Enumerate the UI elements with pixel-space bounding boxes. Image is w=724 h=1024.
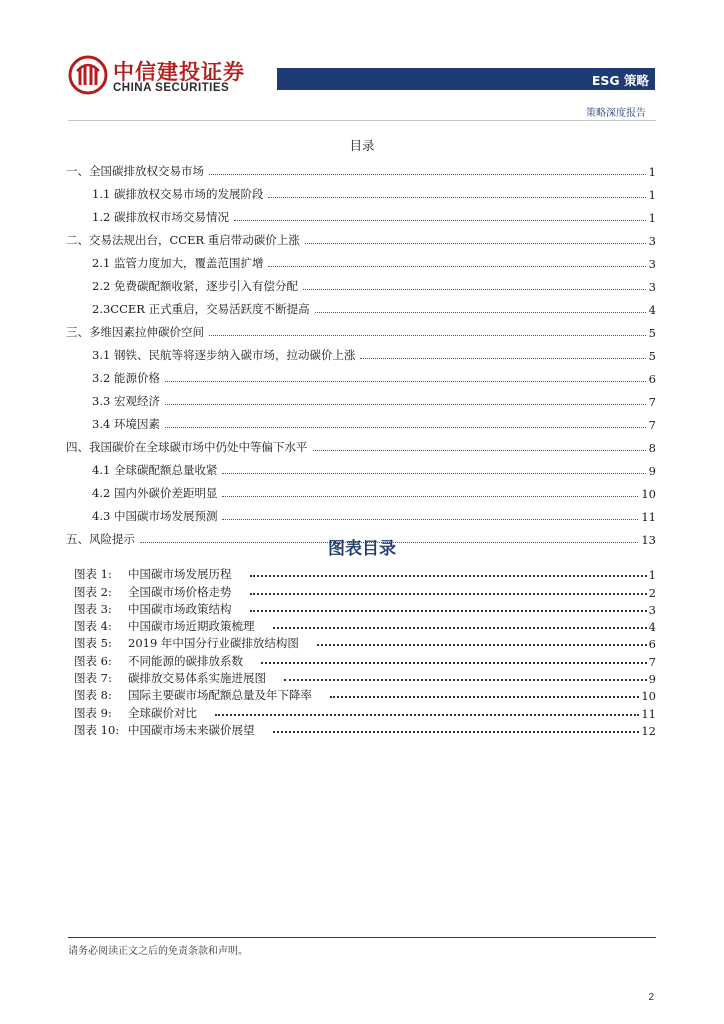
figure-page: 3 bbox=[648, 602, 656, 617]
figure-page: 12 bbox=[641, 723, 656, 738]
figure-title: 碳排放交易体系实施进展图 bbox=[128, 671, 266, 686]
figure-page: 1 bbox=[648, 568, 656, 583]
toc-entry-title: 2.2 免费碳配额收紧，逐步引入有偿分配 bbox=[92, 279, 298, 293]
figure-dot-leader bbox=[330, 696, 639, 698]
figure-list-entry[interactable] bbox=[74, 721, 656, 738]
toc-entry-title: 1.1 碳排放权交易市场的发展阶段 bbox=[92, 187, 264, 201]
toc-title: 目录 bbox=[349, 138, 375, 153]
figure-list-entry[interactable] bbox=[74, 651, 656, 668]
figure-list-entry[interactable] bbox=[74, 703, 656, 720]
toc-entry-page: 1 bbox=[648, 165, 656, 179]
toc-entry-title: 一、全国碳排放权交易市场 bbox=[66, 164, 204, 178]
figure-list-title: 图表目录 bbox=[328, 539, 396, 559]
footer-divider bbox=[68, 937, 656, 938]
figure-list-entry[interactable] bbox=[74, 686, 656, 703]
figure-list-entry[interactable] bbox=[74, 582, 656, 599]
figure-title: 国际主要碳市场配额总量及年下降率 bbox=[128, 688, 312, 703]
toc-entry-page: 4 bbox=[648, 303, 656, 317]
figure-label: 图表 2: bbox=[74, 584, 112, 599]
figure-list-entry[interactable] bbox=[74, 565, 656, 582]
toc-entry-title: 3.3 宏观经济 bbox=[92, 394, 160, 408]
figure-title: 中国碳市场发展历程 bbox=[128, 567, 232, 582]
toc-entry-title: 3.1 钢铁、民航等将逐步纳入碳市场，拉动碳价上涨 bbox=[92, 348, 356, 362]
toc-dot-leader bbox=[165, 381, 646, 382]
toc-subsection-entry[interactable] bbox=[66, 202, 656, 225]
toc-entry-page: 3 bbox=[648, 280, 656, 294]
toc-entry-title: 四、我国碳价在全球碳市场中仍处中等偏下水平 bbox=[66, 440, 308, 454]
page-number: 2 bbox=[648, 992, 654, 1003]
figure-page: 4 bbox=[648, 620, 656, 635]
figure-dot-leader bbox=[250, 610, 647, 612]
china-securities-logo-icon bbox=[68, 55, 108, 95]
toc-entry-title: 3.4 环境因素 bbox=[92, 417, 160, 431]
toc-entry-page: 3 bbox=[648, 257, 656, 271]
figure-dot-leader bbox=[215, 714, 639, 716]
figure-title: 不同能源的碳排放系数 bbox=[128, 653, 243, 668]
figure-title: 全球碳价对比 bbox=[128, 705, 197, 720]
figure-list bbox=[74, 565, 656, 738]
figure-title: 中国碳市场未来碳价展望 bbox=[128, 722, 255, 737]
toc-subsection-entry[interactable] bbox=[66, 294, 656, 317]
brand-name-english: CHINA SECURITIES bbox=[113, 82, 230, 94]
report-category: ESG 策略 bbox=[591, 73, 649, 88]
toc-entry-page: 5 bbox=[648, 326, 656, 340]
toc-subsection-entry[interactable] bbox=[66, 409, 656, 432]
figure-page: 10 bbox=[641, 689, 656, 704]
toc-entry-title: 2.1 监管力度加大，覆盖范围扩增 bbox=[92, 256, 264, 270]
figure-page: 9 bbox=[648, 672, 656, 687]
toc-entry-title: 1.2 碳排放权市场交易情况 bbox=[92, 210, 229, 224]
toc-entry-title: 4.2 国内外碳价差距明显 bbox=[92, 486, 218, 500]
figure-label: 图表 8: bbox=[74, 688, 112, 703]
toc-entry-title: 三、多维因素拉伸碳价空间 bbox=[66, 325, 204, 339]
toc-dot-leader bbox=[165, 427, 646, 428]
toc-entry-title: 二、交易法规出台，CCER 重启带动碳价上涨 bbox=[66, 233, 300, 247]
toc-dot-leader bbox=[315, 312, 646, 313]
toc-entry-page: 11 bbox=[641, 510, 656, 524]
figure-list-entry[interactable] bbox=[74, 669, 656, 686]
toc-entry-title: 4.3 中国碳市场发展预测 bbox=[92, 509, 218, 523]
figure-dot-leader bbox=[273, 627, 647, 629]
toc-entry-title: 2.3CCER 正式重启，交易活跃度不断提高 bbox=[92, 302, 310, 316]
toc-entry-page: 5 bbox=[648, 349, 656, 363]
toc-section-entry[interactable] bbox=[66, 432, 656, 455]
toc-dot-leader bbox=[222, 496, 638, 497]
figure-title: 全国碳市场价格走势 bbox=[128, 584, 232, 599]
toc-dot-leader bbox=[305, 243, 646, 244]
toc-subsection-entry[interactable] bbox=[66, 478, 656, 501]
figure-dot-leader bbox=[250, 575, 647, 577]
figure-dot-leader bbox=[317, 644, 647, 646]
toc-dot-leader bbox=[165, 404, 646, 405]
disclaimer: 请务必阅读正文之后的免责条款和声明。 bbox=[68, 946, 248, 957]
figure-list-entry[interactable] bbox=[74, 617, 656, 634]
figure-title: 中国碳市场近期政策梳理 bbox=[128, 619, 255, 634]
toc-entry-page: 8 bbox=[648, 441, 656, 455]
figure-dot-leader bbox=[250, 593, 647, 595]
toc-subsection-entry[interactable] bbox=[66, 248, 656, 271]
toc-subsection-entry[interactable] bbox=[66, 363, 656, 386]
toc-section-entry[interactable] bbox=[66, 156, 656, 179]
brand-name-chinese: 中信建投证券 bbox=[113, 60, 245, 84]
toc-entry-title: 3.2 能源价格 bbox=[92, 371, 160, 385]
toc-subsection-entry[interactable] bbox=[66, 455, 656, 478]
figure-label: 图表 9: bbox=[74, 705, 112, 720]
toc-subsection-entry[interactable] bbox=[66, 179, 656, 202]
toc-entry-page: 10 bbox=[641, 487, 656, 501]
figure-dot-leader bbox=[273, 731, 640, 733]
toc-entry-page: 13 bbox=[641, 533, 656, 547]
toc-subsection-entry[interactable] bbox=[66, 271, 656, 294]
toc-subsection-entry[interactable] bbox=[66, 340, 656, 363]
figure-page: 11 bbox=[641, 706, 656, 721]
figure-list-entry[interactable] bbox=[74, 634, 656, 651]
figure-dot-leader bbox=[261, 662, 647, 664]
toc-entry-page: 7 bbox=[648, 418, 656, 432]
toc-subsection-entry[interactable] bbox=[66, 386, 656, 409]
toc-entry-page: 7 bbox=[648, 395, 656, 409]
toc-dot-leader bbox=[313, 450, 646, 451]
toc-section-entry[interactable] bbox=[66, 317, 656, 340]
toc-dot-leader bbox=[234, 220, 646, 221]
toc-dot-leader bbox=[222, 473, 645, 474]
toc-entry-page: 1 bbox=[648, 188, 656, 202]
report-type: 策略深度报告 bbox=[586, 108, 646, 119]
toc-section-entry[interactable] bbox=[66, 225, 656, 248]
figure-page: 6 bbox=[648, 637, 656, 652]
figure-title: 2019 年中国分行业碳排放结构图 bbox=[128, 636, 299, 651]
figure-label: 图表 7: bbox=[74, 671, 112, 686]
toc-entry-page: 1 bbox=[648, 211, 656, 225]
figure-label: 图表 3: bbox=[74, 601, 112, 616]
toc-dot-leader bbox=[303, 289, 646, 290]
figure-label: 图表 4: bbox=[74, 619, 112, 634]
toc-dot-leader bbox=[222, 519, 638, 520]
toc-subsection-entry[interactable] bbox=[66, 501, 656, 524]
figure-list-entry[interactable] bbox=[74, 600, 656, 617]
figure-dot-leader bbox=[284, 679, 647, 681]
figure-page: 2 bbox=[648, 585, 656, 600]
figure-label: 图表 1: bbox=[74, 567, 112, 582]
figure-page: 7 bbox=[648, 654, 656, 669]
toc-dot-leader bbox=[268, 197, 645, 198]
header-divider bbox=[68, 120, 656, 121]
toc-dot-leader bbox=[209, 335, 646, 336]
figure-title: 中国碳市场政策结构 bbox=[128, 601, 232, 616]
toc-entry-page: 9 bbox=[648, 464, 656, 478]
figure-label: 图表 10: bbox=[74, 722, 120, 737]
toc-entry-title: 五、风险提示 bbox=[66, 532, 135, 546]
toc-entry-page: 6 bbox=[648, 372, 656, 386]
toc-entry-page: 3 bbox=[648, 234, 656, 248]
toc-entry-title: 4.1 全球碳配额总量收紧 bbox=[92, 463, 218, 477]
toc-dot-leader bbox=[209, 174, 646, 175]
toc-dot-leader bbox=[360, 358, 645, 359]
figure-label: 图表 5: bbox=[74, 636, 112, 651]
toc-dot-leader bbox=[268, 266, 645, 267]
figure-label: 图表 6: bbox=[74, 653, 112, 668]
toc-list bbox=[66, 156, 656, 547]
